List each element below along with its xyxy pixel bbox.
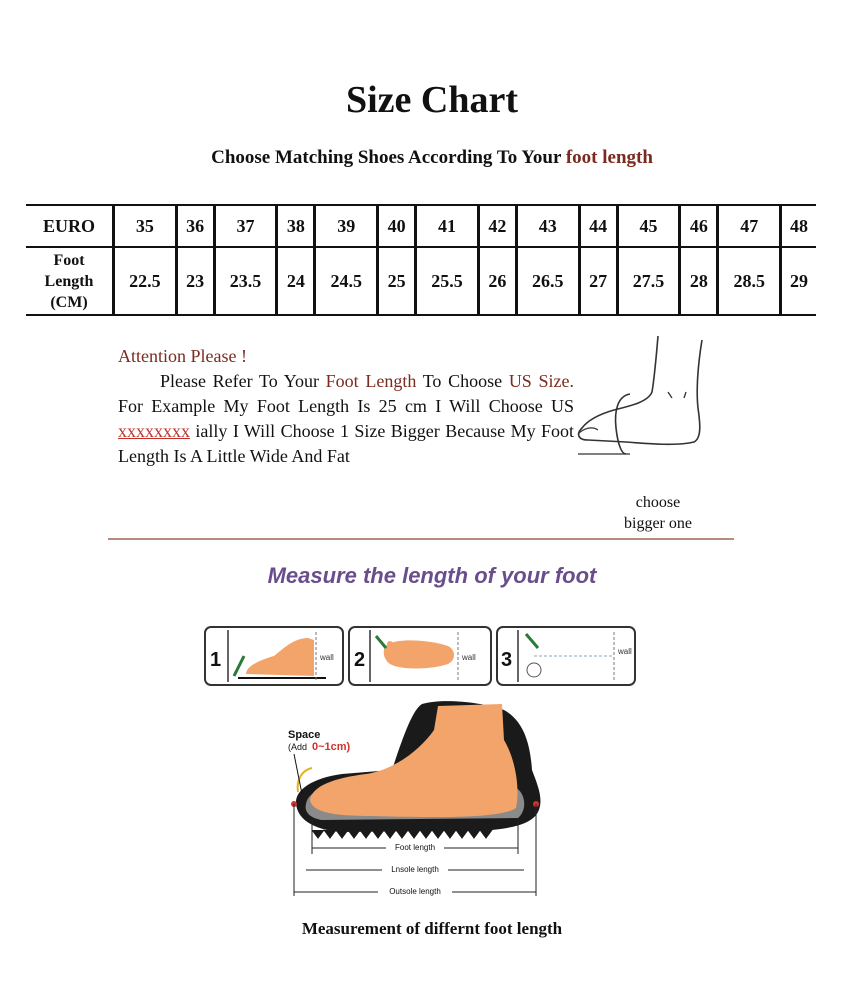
page-title: Size Chart [345, 79, 519, 121]
subtitle-text: Choose Matching Shoes According To Your [211, 147, 562, 168]
foot-length-row [26, 247, 816, 315]
size-table [26, 204, 816, 316]
wall-label: wall [618, 647, 632, 656]
euro-cell: 46 [680, 205, 718, 247]
euro-cell: 41 [416, 205, 479, 247]
euro-cell: 47 [718, 205, 781, 247]
shoe-measurement-diagram [282, 700, 552, 905]
subtitle [0, 147, 864, 169]
subtitle-highlight: foot length [565, 147, 653, 168]
step-number: 3 [501, 649, 513, 671]
step-number: 2 [354, 649, 366, 671]
step-1-panel [205, 627, 343, 685]
header-line: Length [44, 272, 94, 290]
space-note-range: 0~1cm) [312, 741, 351, 753]
length-cell: 26 [478, 247, 516, 315]
length-cell: 29 [781, 247, 816, 315]
divider [108, 538, 734, 540]
attention-text: Please Refer To Your [160, 371, 319, 391]
insole-length-label: Lnsole length [391, 865, 439, 874]
euro-cell: 40 [378, 205, 416, 247]
euro-cell: 48 [781, 205, 816, 247]
euro-row [26, 205, 816, 247]
euro-header: EURO [26, 205, 114, 247]
attention-heading: Attention Please ! [118, 346, 247, 366]
euro-cell: 38 [277, 205, 315, 247]
attention-red-text: US Size. [508, 371, 574, 391]
length-cell: 23 [176, 247, 214, 315]
length-cell: 25.5 [416, 247, 479, 315]
euro-cell: 44 [579, 205, 617, 247]
length-cell: 25 [378, 247, 416, 315]
header-line: (CM) [50, 293, 88, 311]
measuring-steps-illustration [204, 626, 638, 690]
length-cell: 22.5 [114, 247, 177, 315]
euro-cell: 35 [114, 205, 177, 247]
length-cell: 28.5 [718, 247, 781, 315]
diagram-caption: Measurement of differnt foot length [301, 919, 563, 938]
header-line: Foot [53, 251, 85, 269]
space-label: Space [288, 729, 321, 741]
euro-cell: 36 [176, 205, 214, 247]
length-cell: 27 [579, 247, 617, 315]
length-cell: 24 [277, 247, 315, 315]
step-number: 1 [210, 649, 222, 671]
length-cell: 24.5 [315, 247, 378, 315]
note-line: choose [635, 494, 681, 511]
euro-cell: 43 [516, 205, 579, 247]
choose-bigger-note [608, 492, 708, 534]
length-cell: 27.5 [617, 247, 680, 315]
attention-text: For Example My Foot Length Is 25 cm I Will Choose US [118, 396, 574, 416]
attention-note [118, 344, 574, 469]
euro-cell: 37 [214, 205, 277, 247]
attention-marked-text: xxxxxxxx [118, 421, 190, 441]
length-cell: 28 [680, 247, 718, 315]
euro-cell: 42 [478, 205, 516, 247]
wall-label: wall [462, 653, 476, 662]
note-line: bigger one [624, 515, 692, 532]
measure-heading: Measure the length of your foot [267, 563, 597, 588]
step-3-panel [497, 627, 635, 685]
attention-text: ially I Will Choose 1 Size Bigger Because My Foot Length Is A Little Wide And Fat [118, 421, 575, 466]
step-2-panel [349, 627, 491, 685]
length-cell: 23.5 [214, 247, 277, 315]
euro-cell: 45 [617, 205, 680, 247]
attention-red-text: Foot Length [325, 371, 417, 391]
wall-label: wall [320, 653, 334, 662]
euro-cell: 39 [315, 205, 378, 247]
length-cell: 26.5 [516, 247, 579, 315]
attention-text: To Choose [422, 371, 503, 391]
attention-body [118, 369, 574, 469]
foot-length-label: Foot length [394, 843, 436, 852]
foot-length-header [26, 247, 114, 315]
foot-sketch-illustration [570, 330, 720, 470]
space-note-prefix: (Add [288, 742, 308, 752]
outsole-length-label: Outsole length [389, 887, 441, 896]
